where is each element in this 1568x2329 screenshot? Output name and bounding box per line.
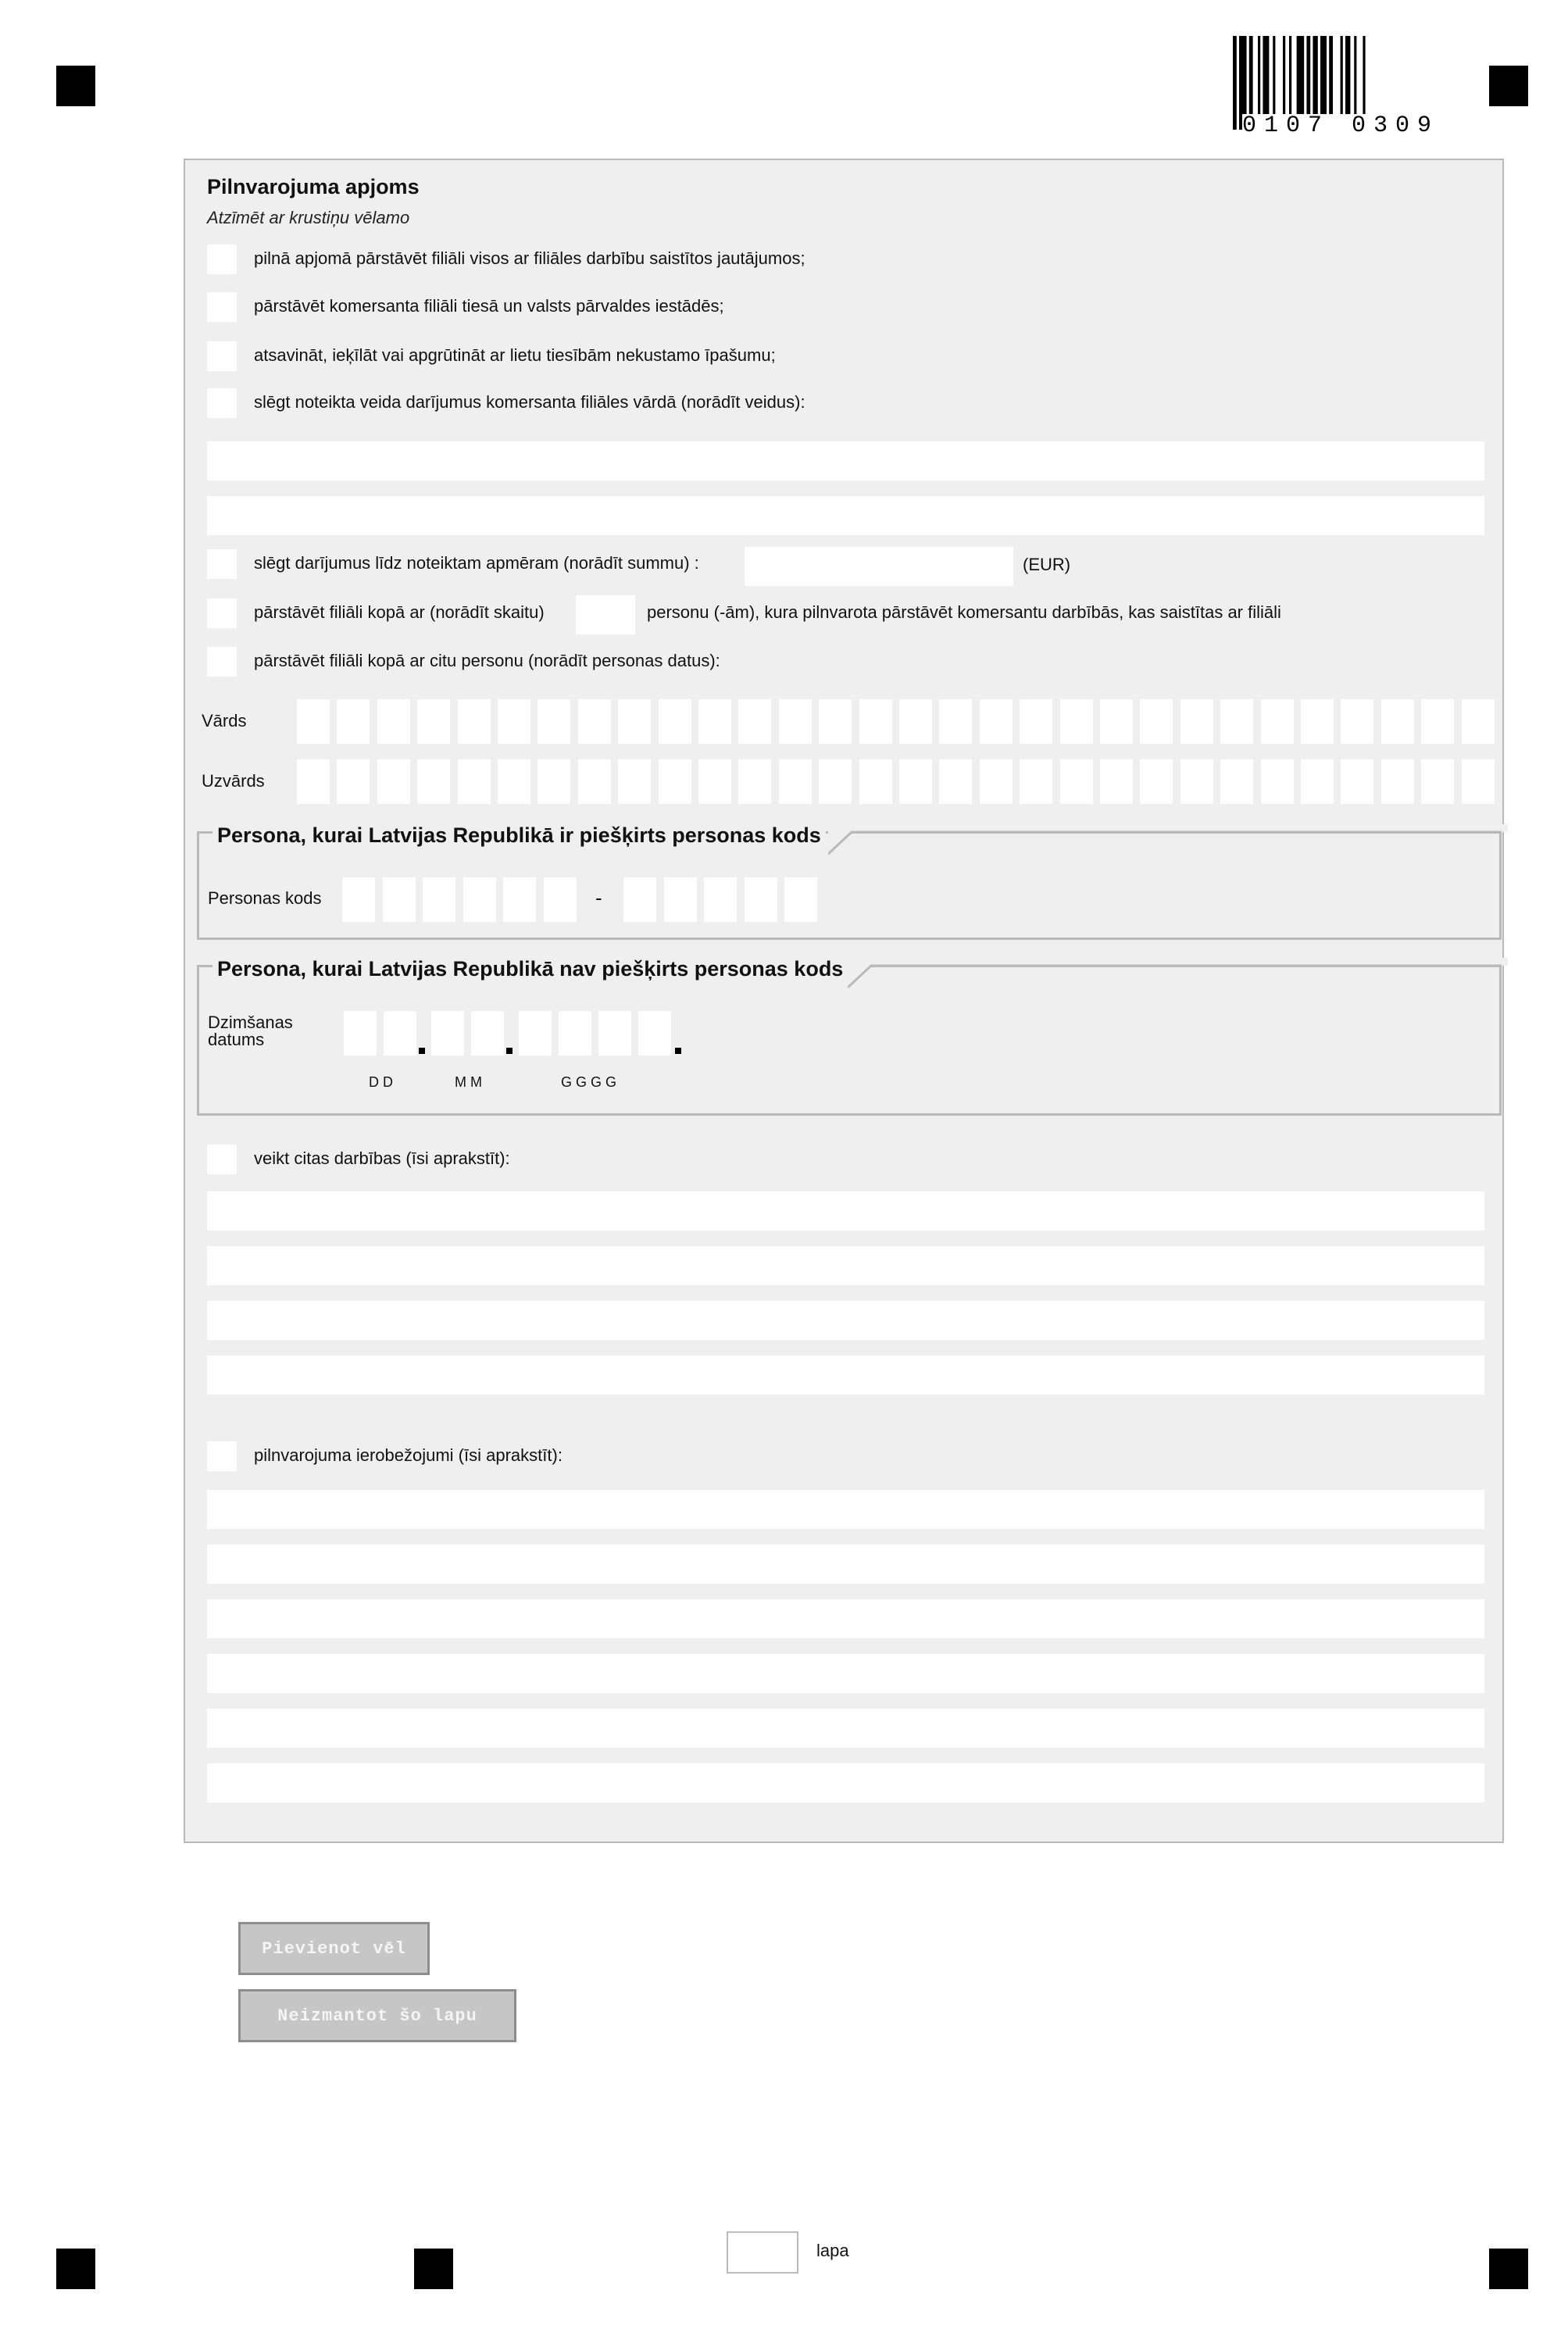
name-char-cell[interactable] bbox=[1421, 699, 1454, 744]
together-count-label: pārstāvēt filiāli kopā ar (norādīt skaitu) bbox=[254, 602, 545, 622]
checkbox-restrictions[interactable] bbox=[207, 1441, 237, 1471]
option-transactions-types-label: slēgt noteikta veida darījumus komersanta filiāles vārdā (norādīt veidus): bbox=[254, 392, 805, 412]
name-char-cell[interactable] bbox=[939, 699, 972, 744]
birth-date-separator-1 bbox=[419, 1048, 425, 1054]
surname-char-cell[interactable] bbox=[337, 759, 370, 804]
option-real-estate-label: atsavināt, ieķīlāt vai apgrūtināt ar lietu tiesībām nekustamo īpašumu; bbox=[254, 345, 776, 365]
checkbox-together-count[interactable] bbox=[207, 598, 237, 628]
scope-subtitle: Atzīmēt ar krustiņu vēlamo bbox=[207, 208, 410, 227]
together-count-label-rest: personu (-ām), kura pilnvarota pārstāvēt komersantu darbībās, kas saistītas ar filiāli bbox=[647, 602, 1281, 622]
option-full-scope-label: pilnā apjomā pārstāvēt filiāli visos ar filiāles darbību saistītos jautājumos; bbox=[254, 248, 805, 268]
personal-code-cell[interactable] bbox=[463, 877, 496, 922]
surname-char-cell[interactable] bbox=[1020, 759, 1052, 804]
no-code-section-title: Persona, kurai Latvijas Republikā nav piešķirts personas kods bbox=[213, 957, 848, 981]
birth-date-label-1: Dzimšanas bbox=[208, 1013, 293, 1032]
scope-title: Pilnvarojuma apjoms bbox=[207, 175, 420, 198]
surname-char-cell[interactable] bbox=[538, 759, 570, 804]
registration-mark-bottom-left bbox=[56, 2249, 95, 2289]
personal-code-cell[interactable] bbox=[503, 877, 536, 922]
name-char-cell[interactable] bbox=[417, 699, 450, 744]
restrictions-line-4[interactable] bbox=[207, 1654, 1484, 1693]
birth-date-cell[interactable] bbox=[384, 1011, 416, 1056]
surname-char-cell[interactable] bbox=[980, 759, 1013, 804]
name-char-cell[interactable] bbox=[1220, 699, 1253, 744]
checkbox-other-actions[interactable] bbox=[207, 1145, 237, 1174]
no-code-section-tab-edge bbox=[848, 958, 1508, 989]
birth-date-label-2: datums bbox=[208, 1030, 265, 1049]
surname-char-cell[interactable] bbox=[1301, 759, 1334, 804]
name-char-cell[interactable] bbox=[859, 699, 892, 744]
birth-date-dd-hint: DD bbox=[369, 1074, 397, 1090]
surname-char-cell[interactable] bbox=[859, 759, 892, 804]
surname-char-cell[interactable] bbox=[1140, 759, 1173, 804]
transaction-types-line-2[interactable] bbox=[207, 496, 1484, 535]
surname-char-cell[interactable] bbox=[899, 759, 932, 804]
surname-char-cell[interactable] bbox=[1180, 759, 1213, 804]
amount-limit-label: slēgt darījumus līdz noteiktam apmēram (norādīt summu) : bbox=[254, 553, 699, 573]
surname-char-cell[interactable] bbox=[1261, 759, 1294, 804]
personal-code-dash: - bbox=[595, 886, 602, 909]
surname-char-cell[interactable] bbox=[297, 759, 330, 804]
name-char-cell[interactable] bbox=[1341, 699, 1373, 744]
restrictions-line-1[interactable] bbox=[207, 1490, 1484, 1529]
restrictions-label: pilnvarojuma ierobežojumi (īsi aprakstīt): bbox=[254, 1445, 563, 1465]
checkbox-together-person[interactable] bbox=[207, 647, 237, 677]
name-char-cell[interactable] bbox=[538, 699, 570, 744]
name-label: Vārds bbox=[202, 711, 247, 730]
surname-char-cell[interactable] bbox=[1462, 759, 1495, 804]
registration-mark-top-right bbox=[1489, 66, 1528, 106]
option-represent-court-label: pārstāvēt komersanta filiāli tiesā un valsts pārvaldes iestādēs; bbox=[254, 296, 724, 316]
surname-char-cell[interactable] bbox=[458, 759, 491, 804]
personal-code-cell[interactable] bbox=[623, 877, 656, 922]
surname-char-cell[interactable] bbox=[1341, 759, 1373, 804]
add-more-button[interactable]: Pievienot vēl bbox=[238, 1922, 430, 1975]
surname-char-cell[interactable] bbox=[659, 759, 691, 804]
name-char-cell[interactable] bbox=[498, 699, 530, 744]
name-char-cell[interactable] bbox=[1180, 699, 1213, 744]
surname-char-cell[interactable] bbox=[738, 759, 771, 804]
name-char-cell[interactable] bbox=[458, 699, 491, 744]
surname-char-cell[interactable] bbox=[1060, 759, 1093, 804]
name-char-cell[interactable] bbox=[1100, 699, 1133, 744]
name-char-cell[interactable] bbox=[1060, 699, 1093, 744]
birth-date-cell[interactable] bbox=[344, 1011, 377, 1056]
birth-date-separator-2 bbox=[506, 1048, 513, 1054]
other-actions-label: veikt citas darbības (īsi aprakstīt): bbox=[254, 1148, 510, 1168]
restrictions-line-3[interactable] bbox=[207, 1599, 1484, 1638]
other-actions-line-2[interactable] bbox=[207, 1246, 1484, 1285]
amount-input[interactable] bbox=[745, 547, 1013, 586]
name-char-cell[interactable] bbox=[980, 699, 1013, 744]
personal-code-cell[interactable] bbox=[704, 877, 737, 922]
name-char-cell[interactable] bbox=[738, 699, 771, 744]
surname-char-cell[interactable] bbox=[1381, 759, 1414, 804]
page-number-input[interactable] bbox=[727, 2231, 798, 2274]
name-char-cell[interactable] bbox=[899, 699, 932, 744]
personal-code-cell[interactable] bbox=[383, 877, 416, 922]
checkbox-real-estate[interactable] bbox=[207, 341, 237, 371]
page-label: lapa bbox=[816, 2241, 849, 2260]
name-char-cell[interactable] bbox=[337, 699, 370, 744]
barcode-bar bbox=[1233, 36, 1237, 130]
birth-date-cell[interactable] bbox=[519, 1011, 552, 1056]
name-char-cell[interactable] bbox=[659, 699, 691, 744]
name-char-cell[interactable] bbox=[578, 699, 611, 744]
surname-char-cell[interactable] bbox=[498, 759, 530, 804]
birth-date-separator-3 bbox=[675, 1048, 681, 1054]
name-char-cell[interactable] bbox=[1261, 699, 1294, 744]
name-char-cell[interactable] bbox=[779, 699, 812, 744]
surname-label: Uzvārds bbox=[202, 771, 265, 791]
name-char-cell[interactable] bbox=[698, 699, 731, 744]
amount-unit: (EUR) bbox=[1023, 555, 1071, 574]
personal-code-label: Personas kods bbox=[208, 888, 322, 908]
surname-char-cell[interactable] bbox=[618, 759, 651, 804]
barcode-number: 0107 0309 bbox=[1242, 113, 1440, 139]
checkbox-transactions-types[interactable] bbox=[207, 388, 237, 418]
other-actions-line-1[interactable] bbox=[207, 1191, 1484, 1231]
surname-char-cell[interactable] bbox=[377, 759, 410, 804]
registration-mark-top-left bbox=[56, 66, 95, 106]
restrictions-line-5[interactable] bbox=[207, 1709, 1484, 1748]
lv-code-section-title: Persona, kurai Latvijas Republikā ir piešķirts personas kods bbox=[213, 823, 826, 848]
personal-code-cell[interactable] bbox=[664, 877, 697, 922]
birth-date-cell[interactable] bbox=[598, 1011, 631, 1056]
birth-date-yyyy-hint: GGGG bbox=[561, 1074, 621, 1090]
checkbox-represent-court[interactable] bbox=[207, 292, 237, 322]
surname-char-cell[interactable] bbox=[578, 759, 611, 804]
personal-code-cell[interactable] bbox=[423, 877, 455, 922]
surname-char-cell[interactable] bbox=[417, 759, 450, 804]
birth-date-cell[interactable] bbox=[431, 1011, 464, 1056]
surname-char-cell[interactable] bbox=[819, 759, 852, 804]
name-char-cell[interactable] bbox=[1020, 699, 1052, 744]
birth-date-cell[interactable] bbox=[559, 1011, 591, 1056]
lv-code-section-tab-edge bbox=[828, 824, 1508, 856]
birth-date-cell[interactable] bbox=[471, 1011, 504, 1056]
surname-char-cell[interactable] bbox=[1100, 759, 1133, 804]
restrictions-line-2[interactable] bbox=[207, 1545, 1484, 1584]
surname-char-cell[interactable] bbox=[1421, 759, 1454, 804]
name-char-cell[interactable] bbox=[1140, 699, 1173, 744]
together-person-label: pārstāvēt filiāli kopā ar citu personu (norādīt personas datus): bbox=[254, 651, 720, 670]
checkbox-full-scope[interactable] bbox=[207, 245, 237, 274]
surname-char-cell[interactable] bbox=[698, 759, 731, 804]
restrictions-line-6[interactable] bbox=[207, 1763, 1484, 1802]
name-char-cell[interactable] bbox=[1301, 699, 1334, 744]
do-not-use-page-button[interactable]: Neizmantot šo lapu bbox=[238, 1989, 516, 2042]
surname-char-cell[interactable] bbox=[779, 759, 812, 804]
personal-code-cell[interactable] bbox=[784, 877, 817, 922]
registration-mark-bottom-middle bbox=[414, 2249, 453, 2289]
personal-code-cell[interactable] bbox=[544, 877, 577, 922]
name-char-cell[interactable] bbox=[297, 699, 330, 744]
birth-date-cell[interactable] bbox=[638, 1011, 671, 1056]
name-char-cell[interactable] bbox=[1381, 699, 1414, 744]
surname-char-cell[interactable] bbox=[1220, 759, 1253, 804]
name-char-cell[interactable] bbox=[618, 699, 651, 744]
birth-date-mm-hint: MM bbox=[455, 1074, 486, 1090]
transaction-types-line-1[interactable] bbox=[207, 441, 1484, 480]
personal-code-cell[interactable] bbox=[342, 877, 375, 922]
registration-mark-bottom-right bbox=[1489, 2249, 1528, 2289]
name-char-cell[interactable] bbox=[1462, 699, 1495, 744]
surname-char-cell[interactable] bbox=[939, 759, 972, 804]
personal-code-cell[interactable] bbox=[745, 877, 777, 922]
other-actions-line-3[interactable] bbox=[207, 1301, 1484, 1340]
together-count-input[interactable] bbox=[576, 595, 635, 634]
other-actions-line-4[interactable] bbox=[207, 1356, 1484, 1395]
checkbox-amount-limit[interactable] bbox=[207, 549, 237, 579]
name-char-cell[interactable] bbox=[377, 699, 410, 744]
name-char-cell[interactable] bbox=[819, 699, 852, 744]
